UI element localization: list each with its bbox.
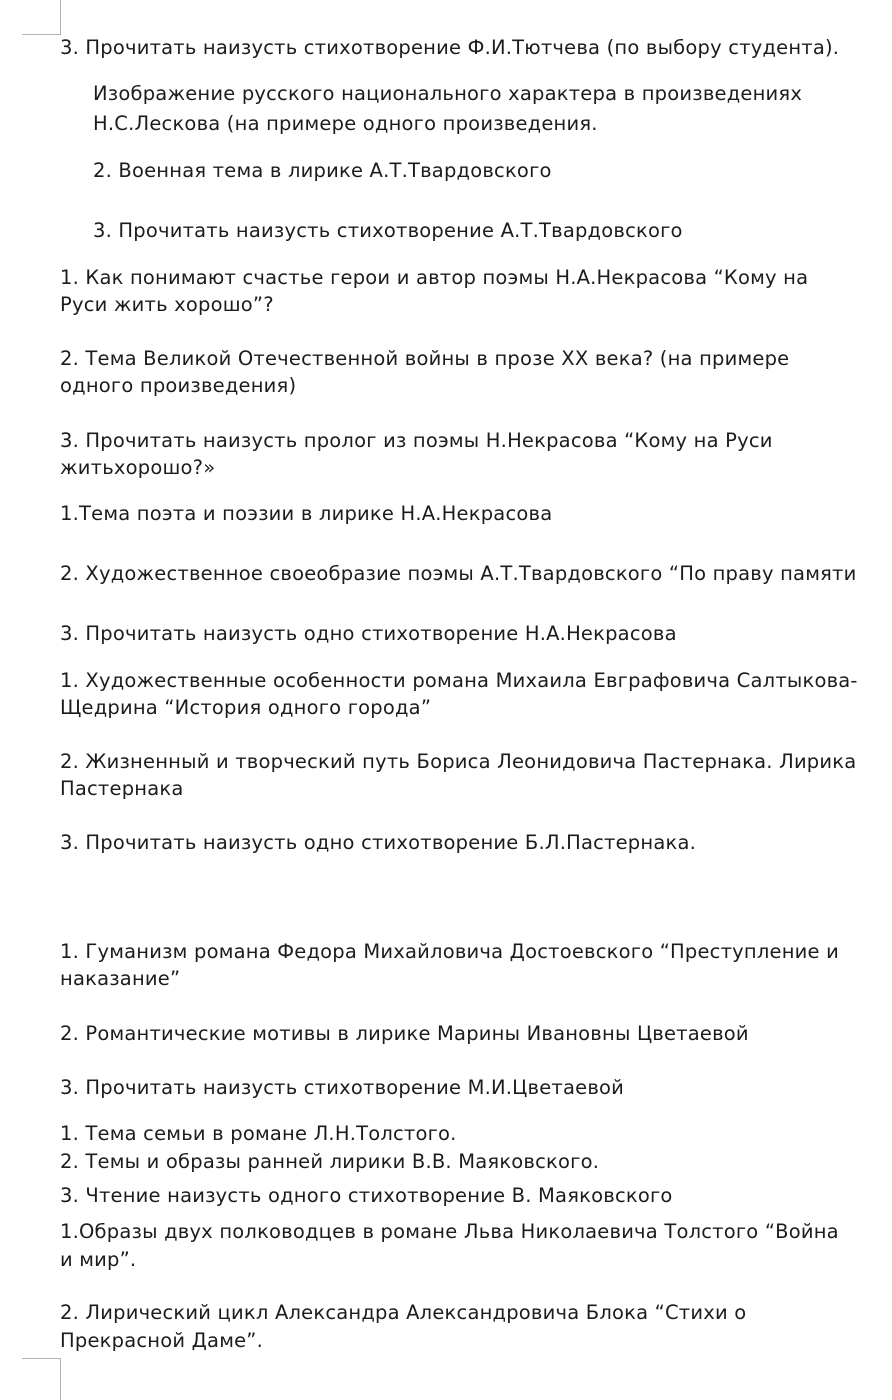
text-line: 2. Лирический цикл Александра Александровича Блока “Стихи о [60,1301,747,1324]
text-line: 2. Военная тема в лирике А.Т.Твардовского [93,159,552,182]
text-line: 1. Как понимают счастье герои и автор поэмы Н.А.Некрасова “Кому на [60,266,809,289]
text-line: 3. Прочитать наизусть стихотворение А.Т.Твардовского [93,219,683,242]
text-line: Руси жить хорошо”? [60,293,274,316]
text-line: Н.С.Лескова (на примере одного произведения. [93,112,598,135]
text-line: житьхорошо?» [60,456,216,479]
text-line: 3. Прочитать наизусть пролог из поэмы Н.Некрасова “Кому на Руси [60,429,773,452]
crop-mark-top-left-vertical [60,0,61,35]
text-line: 3. Прочитать наизусть одно стихотворение Б.Л.Пастернака. [60,831,696,854]
text-line: наказание” [60,967,181,990]
text-line: 3. Прочитать наизусть стихотворение Ф.И.Тютчева (по выбору студента). [60,36,840,59]
text-line: 2. Тема Великой Отечественной войны в прозе XX века? (на примере [60,347,790,370]
text-line: 1. Тема семьи в романе Л.Н.Толстого. [60,1122,457,1145]
text-line: 2. Художественное своеобразие поэмы А.Т.Твардовского “По праву памяти [60,562,857,585]
text-line: Прекрасной Даме”. [60,1329,264,1352]
text-line: Изображение русского национального характера в произведениях [93,82,803,105]
text-line: 1. Художественные особенности романа Михаила Евграфовича Салтыкова- [60,669,858,692]
crop-mark-bottom-left-vertical [60,1358,61,1400]
text-line: одного произведения) [60,374,297,397]
crop-mark-bottom-left-horizontal [22,1358,61,1359]
text-line: 1. Гуманизм романа Федора Михайловича Достоевского “Преступление и [60,940,840,963]
text-line: Пастернака [60,777,184,800]
text-line: 2. Темы и образы ранней лирики В.В. Маяковского. [60,1150,600,1173]
text-line: и мир”. [60,1248,137,1271]
text-line: 3. Чтение наизусть одного стихотворение В. Маяковского [60,1184,673,1207]
crop-mark-top-left-horizontal [22,34,61,35]
text-line: 1.Образы двух полководцев в романе Льва Николаевича Толстого “Война [60,1220,839,1243]
text-line: Щедрина “История одного города” [60,696,432,719]
text-line: 1.Тема поэта и поэзии в лирике Н.А.Некрасова [60,502,553,525]
text-line: 3. Прочитать наизусть стихотворение М.И.Цветаевой [60,1076,625,1099]
text-line: 2. Жизненный и творческий путь Бориса Леонидовича Пастернака. Лирика [60,750,857,773]
text-line: 2. Романтические мотивы в лирике Марины Ивановны Цветаевой [60,1022,749,1045]
text-line: 3. Прочитать наизусть одно стихотворение Н.А.Некрасова [60,622,677,645]
